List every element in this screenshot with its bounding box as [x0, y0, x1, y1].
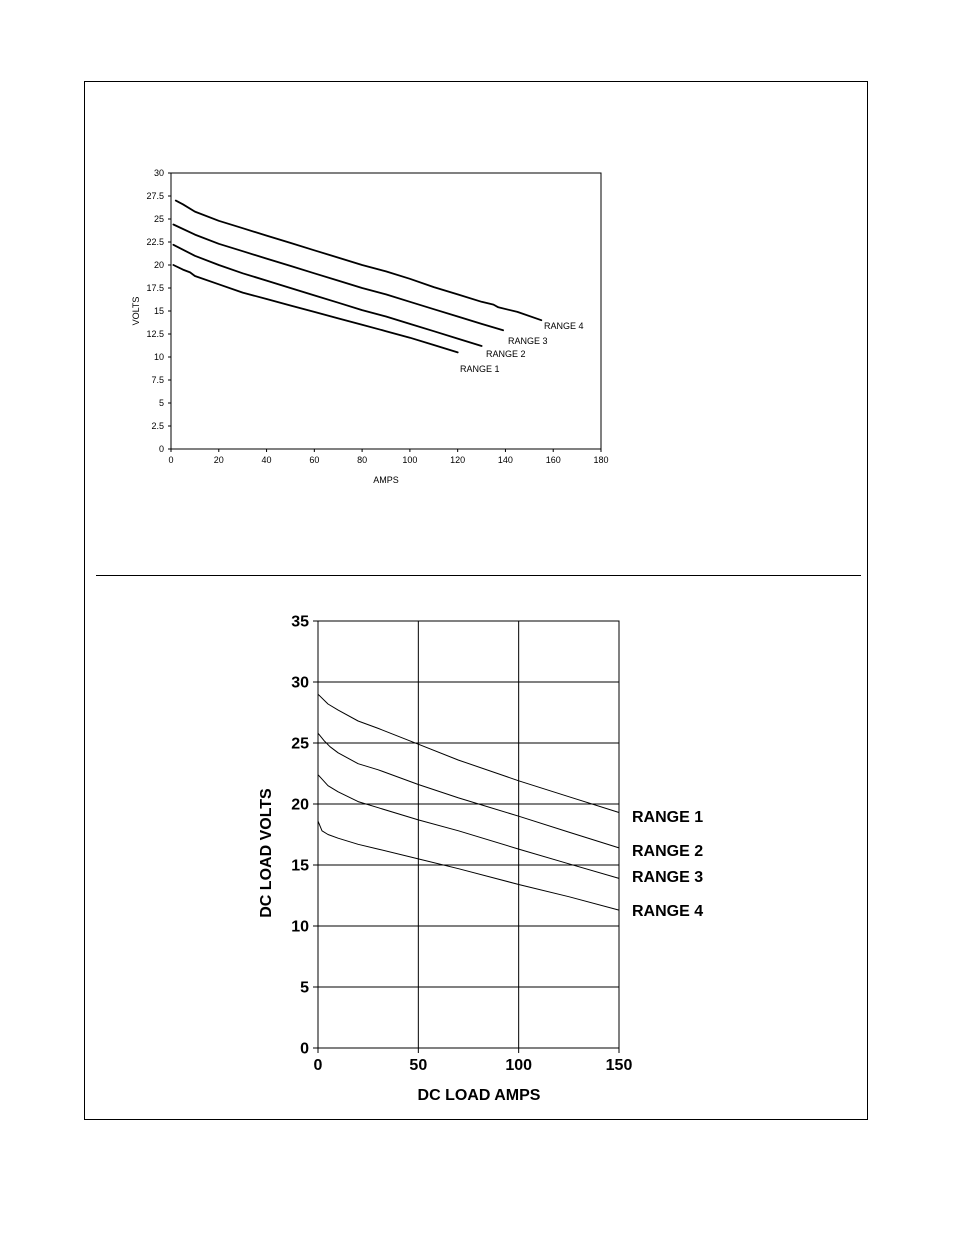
y-axis-label: DC LOAD VOLTS: [258, 788, 275, 918]
series-label-range-1: RANGE 1: [460, 364, 500, 374]
y-tick-label: 7.5: [151, 375, 164, 386]
y-tick-label: 22.5: [146, 237, 164, 248]
series-label-range-4: RANGE 4: [544, 321, 584, 331]
x-tick-label: 120: [450, 455, 466, 465]
x-tick-label: 100: [402, 455, 418, 465]
y-tick-label: 20: [291, 796, 309, 814]
x-tick-label: 0: [168, 455, 174, 465]
y-tick-label: 35: [291, 613, 309, 631]
x-tick-label: 80: [357, 455, 368, 465]
y-tick-label: 2.5: [151, 421, 164, 432]
x-tick-label: 60: [309, 455, 320, 465]
series-label-range-2: RANGE 2: [486, 349, 526, 359]
y-tick-label: 5: [300, 979, 309, 997]
y-tick-label: 20: [153, 260, 164, 271]
series-label-range-1: RANGE 1: [632, 809, 704, 826]
y-tick-label: 25: [291, 735, 309, 753]
y-tick-label: 15: [153, 306, 164, 317]
x-axis-label: DC LOAD AMPS: [417, 1087, 541, 1104]
y-tick-label: 10: [291, 918, 309, 936]
x-tick-label: 160: [545, 455, 561, 465]
y-tick-label: 30: [153, 168, 164, 179]
y-tick-label: 12.5: [146, 329, 164, 340]
x-tick-label: 20: [213, 455, 224, 465]
series-label-range-3: RANGE 3: [508, 336, 548, 346]
series-line-range-3: [318, 733, 619, 848]
y-axis-label: VOLTS: [131, 296, 141, 326]
y-tick-label: 25: [153, 214, 164, 225]
series-label-range-3: RANGE 3: [632, 869, 704, 886]
y-tick-label: 30: [291, 674, 309, 692]
x-tick-label: 0: [313, 1057, 323, 1074]
x-tick-label: 50: [409, 1057, 428, 1074]
x-tick-label: 180: [593, 455, 609, 465]
plot-area: [318, 621, 619, 1048]
y-tick-label: 15: [291, 857, 309, 875]
y-tick-label: 0: [158, 444, 164, 455]
x-tick-label: 40: [261, 455, 272, 465]
series-label-range-4: RANGE 4: [632, 903, 704, 920]
x-axis-label: AMPS: [373, 475, 399, 485]
x-tick-label: 100: [505, 1057, 533, 1074]
y-tick-label: 17.5: [146, 283, 164, 294]
series-line-range-4: [318, 694, 619, 812]
y-tick-label: 0: [300, 1040, 309, 1058]
series-label-range-2: RANGE 2: [632, 843, 704, 860]
y-tick-label: 5: [158, 398, 164, 409]
y-tick-label: 10: [153, 352, 164, 363]
x-tick-label: 140: [497, 455, 513, 465]
x-tick-label: 150: [605, 1057, 633, 1074]
y-tick-label: 27.5: [146, 191, 164, 202]
series-line-range-2: [318, 775, 619, 879]
